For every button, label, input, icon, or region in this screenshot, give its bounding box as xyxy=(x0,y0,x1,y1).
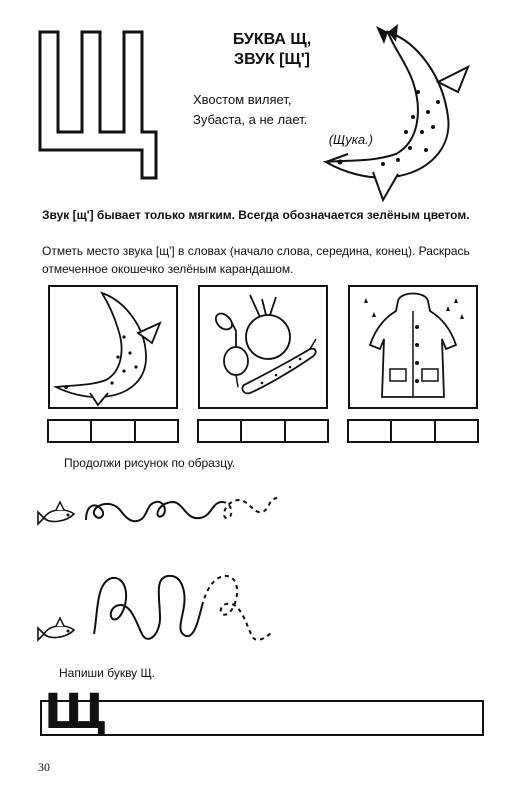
loop-pattern-2 xyxy=(36,562,286,652)
riddle-line-2: Зубаста, а не лает. xyxy=(193,112,308,127)
page-number: 30 xyxy=(38,760,50,774)
task-mark-sound: Отметь место звука [щ'] в словах (начало слова, середина, конец). Раскрась отмеченное окошечко зелёным карандашом. xyxy=(42,244,470,276)
sample-letter-shcha: Щ xyxy=(44,684,108,740)
title-sound: ЗВУК [Щ'] xyxy=(234,51,310,68)
sound-position-cells-3 xyxy=(347,419,479,443)
riddle-answer: (Щука.) xyxy=(328,132,373,147)
task-continue-drawing: Продолжи рисунок по образцу. xyxy=(64,456,236,470)
picture-vegetables xyxy=(198,285,328,409)
cell-end[interactable] xyxy=(436,421,477,441)
pike-icon xyxy=(50,287,176,407)
picture-raincoat xyxy=(348,285,478,409)
pike-illustration-icon xyxy=(318,22,483,202)
page-title xyxy=(212,30,332,70)
cell-middle[interactable] xyxy=(92,421,135,441)
cell-end[interactable] xyxy=(286,421,327,441)
cell-start[interactable] xyxy=(349,421,392,441)
small-fish-icon xyxy=(38,502,74,524)
cell-start[interactable] xyxy=(49,421,92,441)
picture-pike xyxy=(48,285,178,409)
outline-letter-shcha-icon xyxy=(38,30,178,180)
title-letter: БУКВА Щ, xyxy=(232,31,312,48)
sound-position-cells-1 xyxy=(47,419,179,443)
cell-middle[interactable] xyxy=(242,421,285,441)
raincoat-icon xyxy=(350,287,476,407)
riddle-line-1: Хвостом виляет, xyxy=(193,92,292,107)
vegetables-icon xyxy=(200,287,326,407)
cell-end[interactable] xyxy=(136,421,177,441)
cell-middle[interactable] xyxy=(392,421,435,441)
task-write-letter: Напиши букву Щ. xyxy=(59,666,156,680)
small-fish-icon xyxy=(38,618,74,640)
sound-position-cells-2 xyxy=(197,419,329,443)
rule-text: Звук [щ'] бывает только мягким. Всегда обозначается зелёным цветом. xyxy=(42,208,470,222)
wave-pattern-1 xyxy=(36,480,286,540)
cell-start[interactable] xyxy=(199,421,242,441)
